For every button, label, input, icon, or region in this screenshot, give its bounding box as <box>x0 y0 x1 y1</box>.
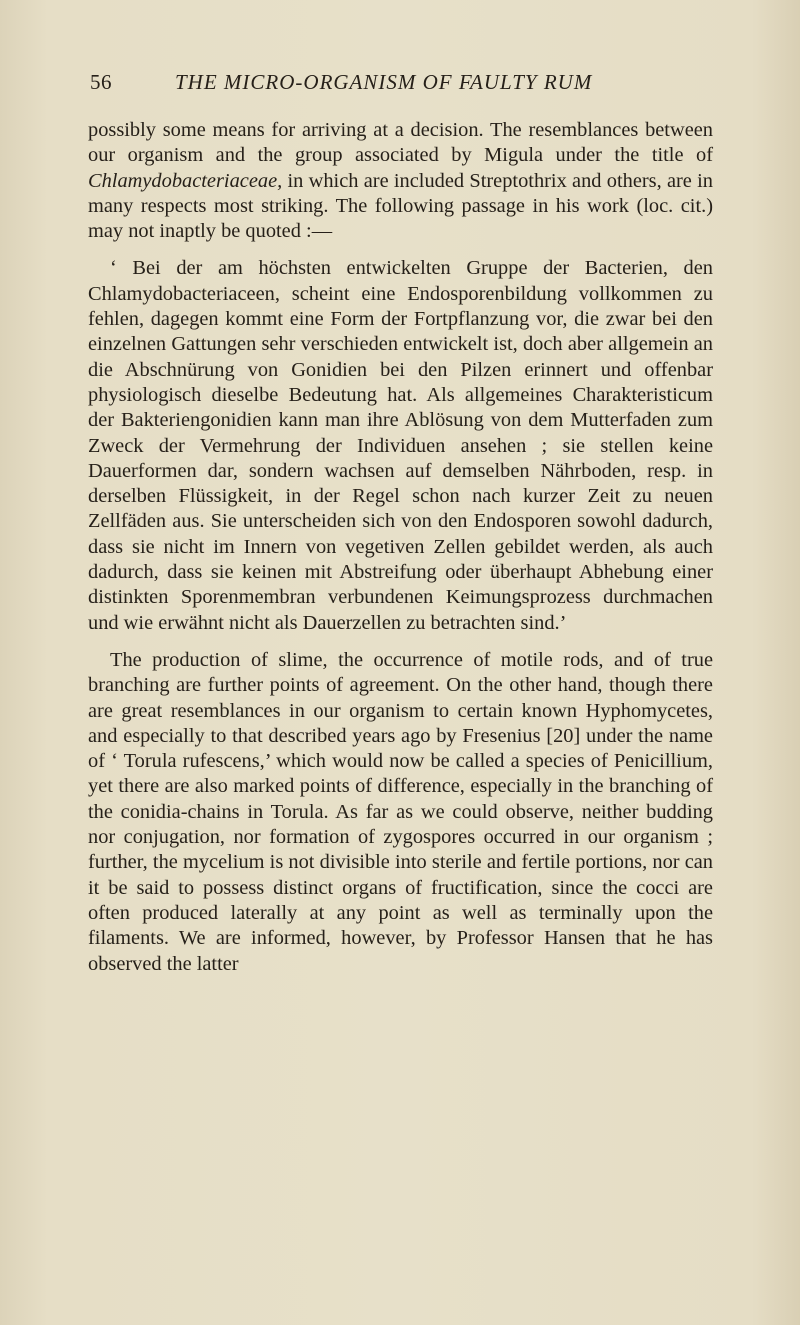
body-text <box>88 118 713 977</box>
paragraph-continued <box>88 118 713 244</box>
paragraph: The production of slime, the occurrence of motile rods, and of true branching are further points of agreement. On the other hand, though there are great resemblances in our organism to certain known Hyphomycetes, and especially to that described years ago by Fresenius [20] under the name of ‘ Torula rufescens,’ which would now be called a species of Penicillium, yet there are also marked points of difference, especially in the branching of the conidia-chains in Torula. As far as we could observe, neither budding nor conjugation, nor formation of zygospores occurred in our organism ; further, the mycelium is not divisible into sterile and fertile portions, nor can it be said to possess distinct organs of fructification, since the cocci are often produced laterally at any point as well as terminally upon the filaments. We are informed, however, by Professor Hansen that he has observed the latter <box>88 648 713 975</box>
page-number: 56 <box>90 70 112 94</box>
running-title: THE MICRO-ORGANISM OF FAULTY RUM <box>175 70 593 94</box>
paragraph-text: possibly some means for arriving at a decision. The resemblances between our organism and the group associated by Migula under the title of <box>88 119 713 167</box>
german-quotation: ‘ Bei der am höchsten entwickelten Gruppe der Bacterien, den Chlamydobacteriaceen, scheint eine Endosporenbildung vollkommen zu fehlen, dagegen kommt eine Form der Fortpflanzung vor, die zwar bei den einzelnen Gattungen sehr verschieden entwickelt ist, doch aber allgemein an die Abschnürung von Gonidien bei den Pilzen erinnert und offenbar physiologisch dieselbe Bedeutung hat. Als allgemeines Charakteristicum der Bakteriengonidien kann man ihre Ablösung von dem Mutterfaden zum Zweck der Vermehrung der Individuen ansehen ; sie stellen keine Dauerformen dar, sondern wachsen auf demselben Nährboden, resp. in derselben Flüssigkeit, in der Regel schon nach kurzer Zeit zu neuen Zellfäden aus. Sie unterscheiden sich von den Endosporen sowohl dadurch, dass sie nicht im Innern von vegetiven Zellen gebildet werden, als auch dadurch, dass sie keinen mit Abstreifung oder überhaupt Abhebung einer distinkten Sporenmembran verbundenen Keimungsprozess durchmachen und wie erwähnt nicht als Dauerzellen zu betrachten sind.’ <box>88 257 713 634</box>
paragraph-text: in which are included Streptothrix and others, are in many respects most striking. The following passage in his work (loc. cit.) may not inaptly be quoted :— <box>88 169 713 243</box>
italic-taxon-name: Chlamydobacteriaceae, <box>88 169 283 192</box>
running-head <box>90 70 710 110</box>
